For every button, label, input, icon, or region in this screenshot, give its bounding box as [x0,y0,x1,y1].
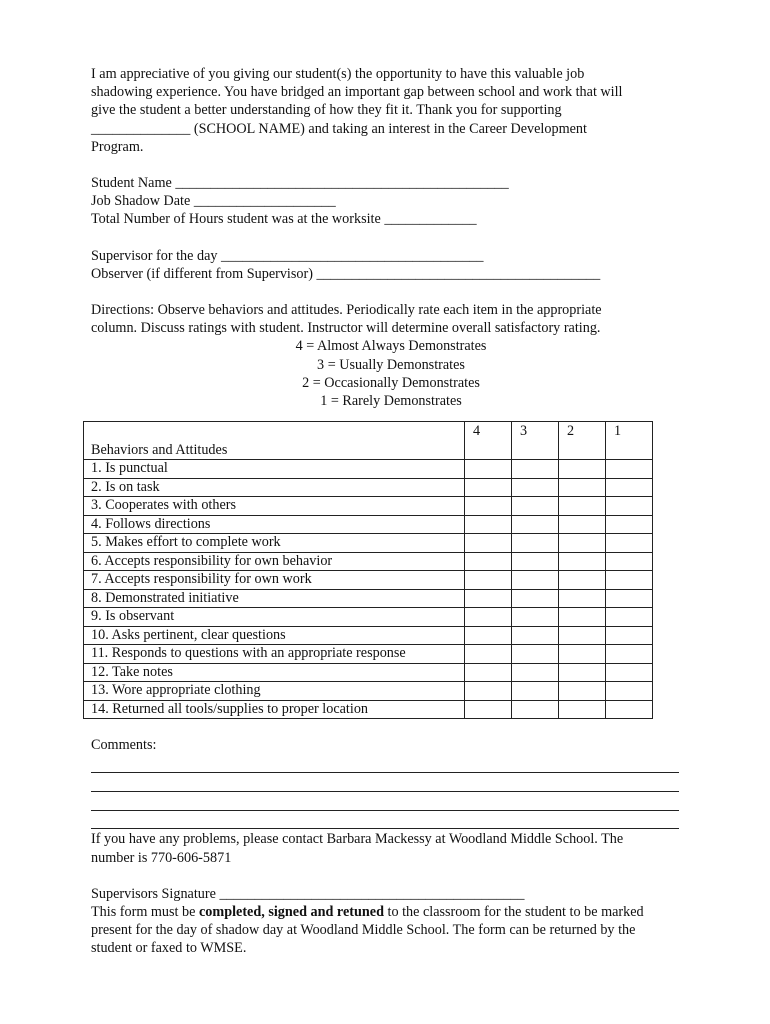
rating-cell[interactable] [606,700,653,719]
behavior-label: 8. Demonstrated initiative [84,589,465,608]
comment-line[interactable] [91,811,679,830]
intro-paragraph [91,65,691,156]
behavior-label: 12. Take notes [84,663,465,682]
rating-cell[interactable] [465,682,512,701]
behavior-label: 10. Asks pertinent, clear questions [84,626,465,645]
signature-field[interactable]: Supervisors Signature ___________________________________________ [91,885,525,902]
closing-line: student or faxed to WMSE. [91,940,247,957]
rating-cell[interactable] [559,700,606,719]
directions-line: column. Discuss ratings with student. Instructor will determine overall satisfactory rating. [91,320,601,337]
rating-cell[interactable] [606,663,653,682]
rating-cell[interactable] [606,478,653,497]
rating-cell[interactable] [512,515,559,534]
rating-cell[interactable] [512,682,559,701]
shadow-date-field[interactable]: Job Shadow Date ____________________ [91,193,336,210]
rating-cell[interactable] [559,663,606,682]
rating-table [83,421,653,719]
rating-cell[interactable] [559,682,606,701]
scale-4: 4 = Almost Always Demonstrates [295,338,487,355]
behavior-label: 5. Makes effort to complete work [84,534,465,553]
table-row [84,589,653,608]
rating-cell[interactable] [559,645,606,664]
rating-cell[interactable] [465,571,512,590]
rating-cell[interactable] [465,626,512,645]
rating-cell[interactable] [465,663,512,682]
behavior-label: 3. Cooperates with others [84,497,465,516]
closing-line: present for the day of shadow day at Woodland Middle School. The form can be returned by the [91,922,636,939]
table-row [84,608,653,627]
rating-cell[interactable] [606,460,653,479]
column-header-4: 4 [465,422,512,460]
column-header-1: 1 [606,422,653,460]
form-top [91,65,691,410]
table-row [84,682,653,701]
rating-cell[interactable] [512,571,559,590]
rating-cell[interactable] [512,700,559,719]
table-row [84,645,653,664]
comment-line[interactable] [91,773,679,792]
comments-label: Comments: [91,737,157,753]
rating-cell[interactable] [512,552,559,571]
rating-cell[interactable] [465,700,512,719]
rating-cell[interactable] [606,552,653,571]
table-row [84,626,653,645]
behavior-label: 2. Is on task [84,478,465,497]
intro-line: shadowing experience. You have bridged an important gap between school and work that will [91,84,623,101]
closing-bold: completed, signed and retuned [198,904,384,920]
scale-1: 1 = Rarely Demonstrates [320,393,462,410]
rating-cell[interactable] [465,552,512,571]
rating-cell[interactable] [606,515,653,534]
table-header-row [84,422,653,460]
directions [91,301,691,410]
rating-cell[interactable] [606,571,653,590]
rating-cell[interactable] [512,478,559,497]
rating-cell[interactable] [512,645,559,664]
table-row [84,460,653,479]
rating-cell[interactable] [465,645,512,664]
rating-cell[interactable] [606,682,653,701]
scale-2: 2 = Occasionally Demonstrates [302,374,480,391]
column-header-3: 3 [512,422,559,460]
rating-cell[interactable] [559,534,606,553]
rating-cell[interactable] [512,663,559,682]
behavior-label: 4. Follows directions [84,515,465,534]
contact-line: If you have any problems, please contact Barbara Mackessy at Woodland Middle School. The [91,831,624,848]
behavior-label: 13. Wore appropriate clothing [84,682,465,701]
rating-cell[interactable] [465,515,512,534]
rating-cell[interactable] [606,534,653,553]
supervisor-field[interactable]: Supervisor for the day _____________________________________ [91,247,484,264]
table-row [84,571,653,590]
rating-cell[interactable] [559,589,606,608]
rating-cell[interactable] [465,589,512,608]
intro-line: give the student a better understanding of how they fit it. Thank you for supporting [91,102,562,119]
contact-line: number is 770-606-5871 [91,849,232,866]
closing-post: to the classroom for the student to be marked [383,904,644,920]
rating-cell[interactable] [559,626,606,645]
rating-cell[interactable] [559,478,606,497]
rating-cell[interactable] [559,497,606,516]
rating-cell[interactable] [512,497,559,516]
rating-cell[interactable] [512,589,559,608]
behavior-label: 6. Accepts responsibility for own behavior [84,552,465,571]
table-row [84,497,653,516]
table-row [84,534,653,553]
rating-cell[interactable] [606,626,653,645]
table-row [84,663,653,682]
behavior-label: 11. Responds to questions with an appropriate response [84,645,465,664]
supervisor-fields [91,247,691,283]
comment-line[interactable] [91,792,679,811]
rating-cell[interactable] [465,497,512,516]
rating-cell[interactable] [465,534,512,553]
rating-cell[interactable] [559,608,606,627]
rating-cell[interactable] [559,460,606,479]
behavior-label: 1. Is punctual [84,460,465,479]
behavior-label: 7. Accepts responsibility for own work [84,571,465,590]
rating-cell[interactable] [606,589,653,608]
intro-line: Program. [91,138,144,155]
student-name-field[interactable]: Student Name _______________________________________________ [91,175,509,192]
table-row [84,700,653,719]
table-header-label: Behaviors and Attitudes [84,422,465,460]
rating-cell[interactable] [606,645,653,664]
rating-cell[interactable] [465,478,512,497]
rating-cell[interactable] [512,460,559,479]
rating-cell[interactable] [512,626,559,645]
form-bottom [91,736,691,958]
rating-cell[interactable] [559,515,606,534]
closing-pre: This form must be [91,904,199,920]
behavior-label: 14. Returned all tools/supplies to proper location [84,700,465,719]
rating-cell[interactable] [465,460,512,479]
directions-line: Directions: Observe behaviors and attitudes. Periodically rate each item in the appropriate [91,302,602,319]
comment-line[interactable] [91,754,679,773]
rating-cell[interactable] [465,608,512,627]
intro-line: I am appreciative of you giving our student(s) the opportunity to have this valuable job [91,66,585,82]
total-hours-field[interactable]: Total Number of Hours student was at the worksite _____________ [91,211,477,228]
rating-cell[interactable] [559,552,606,571]
rating-cell[interactable] [559,571,606,590]
scale-3: 3 = Usually Demonstrates [317,356,465,373]
observer-field[interactable]: Observer (if different from Supervisor) ________________________________________ [91,265,601,282]
table-row [84,478,653,497]
table-row [84,515,653,534]
rating-cell[interactable] [512,534,559,553]
rating-cell[interactable] [606,608,653,627]
student-fields [91,174,691,229]
table-row [84,552,653,571]
rating-cell[interactable] [606,497,653,516]
closing-line [91,903,691,921]
intro-line: ______________ (SCHOOL NAME) and taking an interest in the Career Development [91,120,587,137]
rating-cell[interactable] [512,608,559,627]
behavior-label: 9. Is observant [84,608,465,627]
column-header-2: 2 [559,422,606,460]
